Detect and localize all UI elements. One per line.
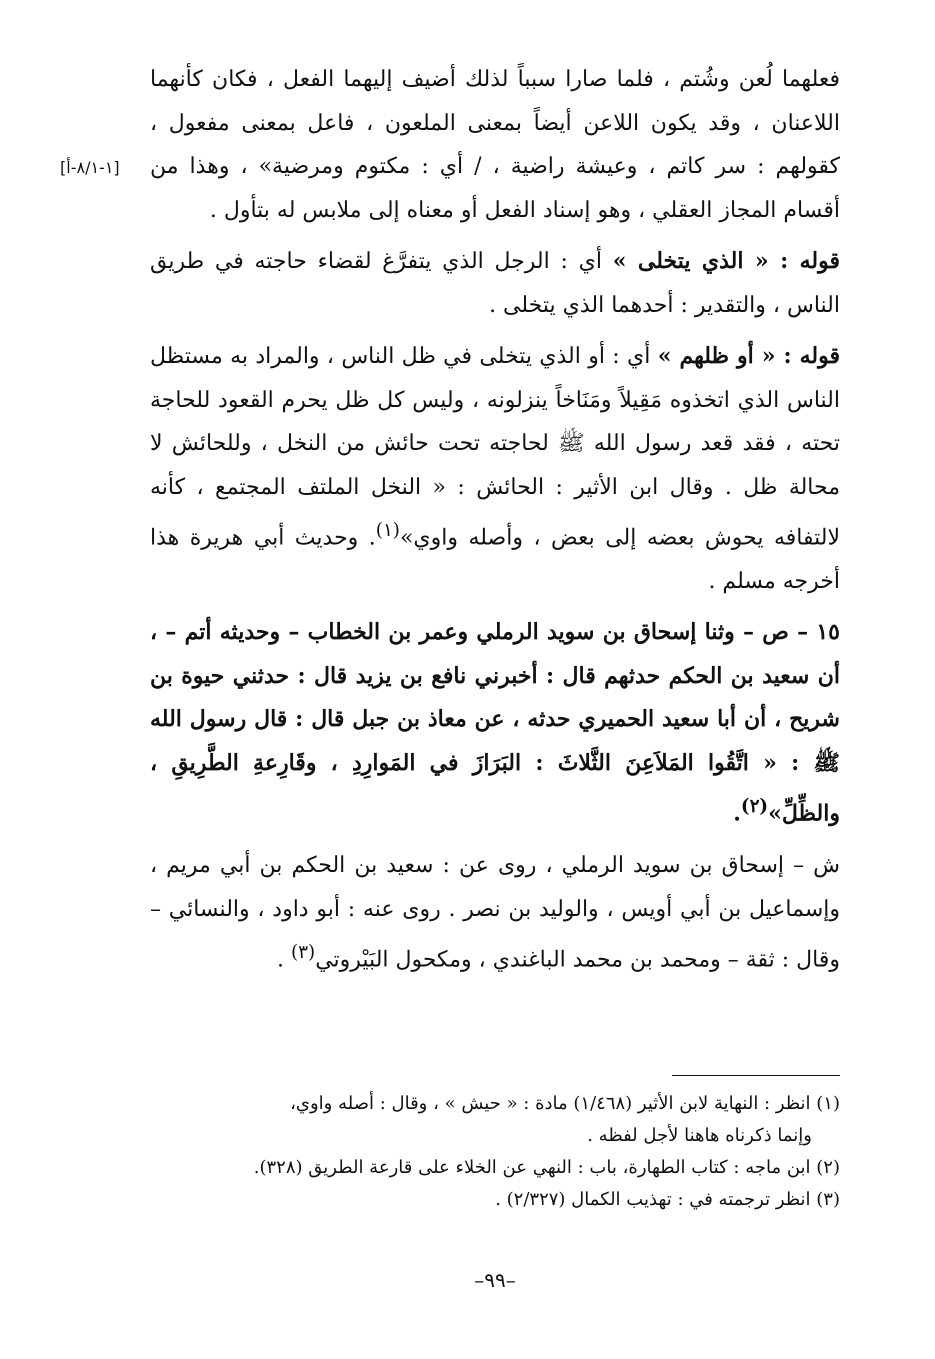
footnote-separator (672, 1075, 840, 1076)
lemma-heading: قوله : « الذي يتخلى » (612, 248, 840, 274)
footnote-1: (١) انظر : النهاية لابن الأثير (١/٤٦٨) مادة : « حيش » ، وقال : أصله واوي، (290, 1093, 840, 1114)
paragraph-commentary-3 (150, 335, 840, 603)
paragraph-commentary-1: فعلهما لُعن وشُتم ، فلما صارا سبباً لذلك أضيف إليهما الفعل ، فكان كأنهما اللاعنان ، وقد يكون اللاعن أيضاً بمعنى الملعون ، فاعل بمعنى مفعول ، كقولهم : سر كاتم ، وعيشة راضية ، / أي : مكتوم ومرضية» ، وهذا من أقسام المجاز العقلي ، وهو إسناد الفعل أو معناه إلى ملابس له بتأول . (150, 67, 840, 223)
lemma-heading: قوله : « أو ظلهم » (657, 343, 841, 369)
paragraph-tail: . وحديث أبي هريرة هذا أخرجه مسلم . (150, 525, 840, 594)
paragraph-text: أي : أو الذي يتخلى في ظل الناس ، والمراد به مستظل الناس الذي اتخذوه مَقِيلاً ومَنَاخاً ينزلونه ، وليس كل ظل يحرم القعود للحاجة تحته ، فقد قعد رسول الله ﷺ لحاجته تحت حائش من النخل ، وللحائش لا محالة ظل . وقال ابن الأثير : الحائش : « النخل الملتف المجتمع ، كأنه لالتفافه يحوش بعضه إلى بعض ، وأصله واوي» (150, 344, 840, 551)
footnote-3: (٣) انظر ترجمته في : تهذيب الكمال (٢/٣٢٧) . (495, 1189, 840, 1210)
footnote-ref-1: (١) (375, 520, 400, 541)
paragraph-text: ش – إسحاق بن سويد الرملي ، روى عن : سعيد بن الحكم بن أبي مريم ، وإسماعيل بن أبي أويس ، والوليد بن نصر . روى عنه : أبو داود ، والنسائي – وقال : ثقة – ومحمد بن محمد الباغندي ، ومكحول البَيْروتي (150, 853, 840, 973)
footnote-ref-3: (٣) (291, 942, 316, 964)
hadith-body: ١٥ – ص – وثنا إسحاق بن سويد الرملي وعمر بن الخطاب – وحديثه أتم – ، أن سعيد بن الحكم حدثهم قال : أخبرني نافع بن يزيد قال : حدثني حيوة بن شريح ، أن أبا سعيد الحميري حدثه ، عن معاذ بن جبل قال : قال رسول الله ﷺ : « اتَّقُوا المَلاَعِنَ الثَّلاثَ : البَرَازَ في المَوارِدِ ، وقَارِعةِ الطَّرِيقِ ، والظِّلِّ» (150, 619, 840, 827)
hadith-tail: . (733, 800, 741, 827)
paragraph-commentary-4 (150, 844, 840, 982)
footnote-1-continuation: وإنما ذكرناه هاهنا لأجل لفظه . (587, 1125, 812, 1146)
page-number: –٩٩– (474, 1268, 516, 1292)
footnote-ref-2: (٢) (740, 796, 769, 818)
paragraph-commentary-2 (150, 240, 840, 327)
footnotes (150, 1088, 840, 1216)
footnote-2: (٢) ابن ماجه : كتاب الطهارة، باب : النهي عن الخلاء على قارعة الطريق (٣٢٨). (253, 1157, 840, 1178)
margin-manuscript-reference: [١-٨/١-أ] (60, 158, 120, 177)
page-body (150, 58, 840, 982)
hadith-text (150, 611, 840, 836)
paragraph-tail: . (277, 947, 292, 973)
paragraph-text: أي : الرجل الذي يتفرَّغ لقضاء حاجته في طريق الناس ، والتقدير : أحدهما الذي يتخلى . (150, 249, 840, 318)
